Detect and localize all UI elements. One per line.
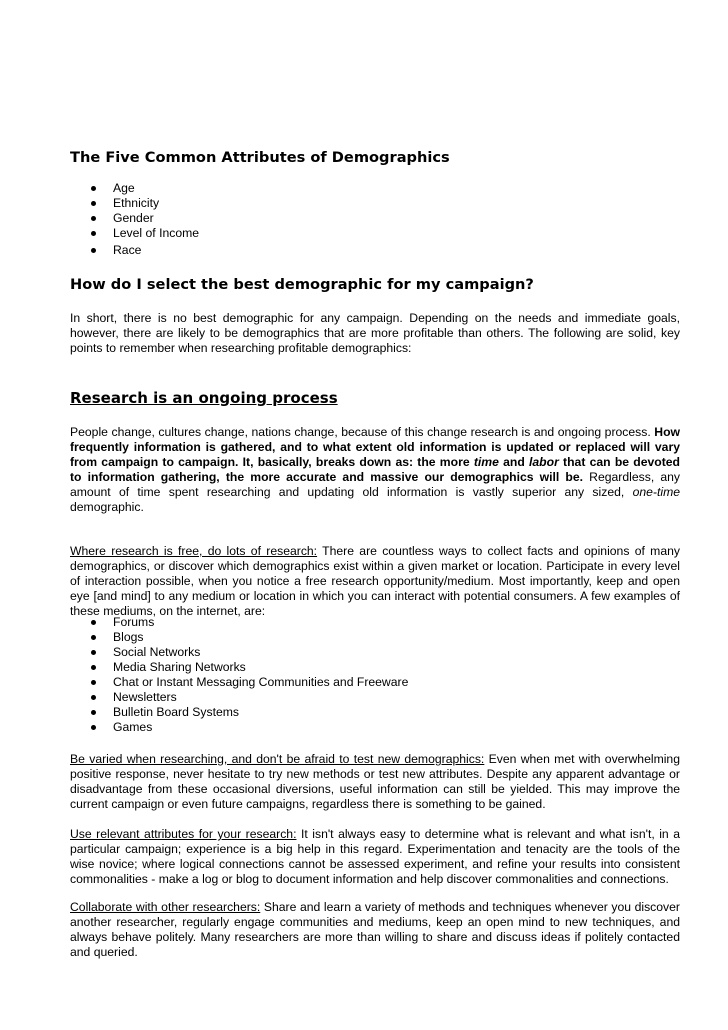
list-item: Chat or Instant Messaging Communities and Freeware	[70, 675, 408, 690]
attributes-list	[70, 181, 199, 259]
collaborate-label: Collaborate with other researchers:	[70, 900, 261, 914]
free-research-text: There are countless ways to collect facts and opinions of many demographics, or discover which demographics exist within a given market or location. Participate in every level of interaction possible, when you notice a free research opportunity/medium. Most importantly, keep and open eye [and mind] to any medium or location in which you can interact with potential consumers. A few examples of these mediums, on the internet, are:	[70, 544, 680, 618]
be-varied-paragraph	[70, 752, 680, 812]
research-bold-text: that can be devoted to information gathering, the more accurate and massive our demographics will be.	[70, 455, 680, 484]
be-varied-label: Be varied when researching, and don't be afraid to test new demographics:	[70, 752, 485, 766]
heading-research-ongoing: Research is an ongoing process	[70, 389, 338, 407]
list-item: Bulletin Board Systems	[70, 705, 408, 720]
use-relevant-label: Use relevant attributes for your research:	[70, 827, 297, 841]
list-item: Media Sharing Networks	[70, 660, 408, 675]
research-paragraph	[70, 425, 680, 515]
list-item: Social Networks	[70, 645, 408, 660]
list-item: Age	[70, 181, 199, 196]
list-item: Race	[70, 242, 199, 259]
use-relevant-paragraph	[70, 827, 680, 887]
research-text: demographic.	[70, 500, 144, 514]
list-item: Forums	[70, 615, 408, 630]
list-item: Newsletters	[70, 690, 408, 705]
be-varied-text: Even when met with overwhelming positive response, never hesitate to try new methods or test new attributes. Despite any apparent advantage or disadvantage from these occasional diversions, useful information can still be yielded. This may improve the current campaign or even future campaigns, regardless there is something to be gained.	[70, 752, 680, 811]
heading-select-demographic: How do I select the best demographic for my campaign?	[70, 276, 534, 293]
mediums-list	[70, 615, 408, 735]
free-research-label: Where research is free, do lots of research:	[70, 544, 318, 558]
research-text: Regardless, any amount of time spent researching and updating old information is vastly superior any sized,	[70, 470, 680, 499]
list-item: Level of Income	[70, 226, 199, 241]
research-emphasis-time: time	[473, 455, 499, 469]
free-research-paragraph	[70, 544, 680, 619]
use-relevant-text: It isn't always easy to determine what is relevant and what isn't, in a particular campaign; experience is a big help in this regard. Experimentation and tenacity are the tools of the wise novice; where logical connections cannot be assessed experiment, and refine your results into consistent commonalities - make a log or blog to document information and help discover commonalities and connections.	[70, 827, 681, 886]
collaborate-paragraph	[70, 900, 680, 960]
research-bold-text: How frequently information is gathered, and to what extent old information is updated or replaced will vary from campaign to campaign. It, basically, breaks down as: the more	[70, 425, 680, 469]
research-text: People change, cultures change, nations change, because of this change research is and ongoing process.	[70, 425, 655, 439]
list-item: Ethnicity	[70, 196, 199, 211]
list-item: Blogs	[70, 630, 408, 645]
heading-five-attributes: The Five Common Attributes of Demographics	[70, 149, 450, 166]
intro-paragraph: In short, there is no best demographic for any campaign. Depending on the needs and immediate goals, however, there are likely to be demographics that are more profitable than others. The following are solid, key points to remember when researching profitable demographics:	[70, 311, 680, 355]
research-emphasis-labor: labor	[529, 455, 559, 469]
research-emphasis-onetime: one-time	[632, 485, 680, 499]
research-bold-text: and	[498, 455, 530, 469]
list-item: Gender	[70, 211, 199, 226]
list-item: Games	[70, 720, 408, 735]
collaborate-text: Share and learn a variety of methods and techniques whenever you discover another researcher, regularly engage communities and mediums, keep an open mind to new techniques, and always behave politely. Many researchers are more than willing to share and discuss ideas if politely contacted and queried.	[70, 900, 680, 959]
